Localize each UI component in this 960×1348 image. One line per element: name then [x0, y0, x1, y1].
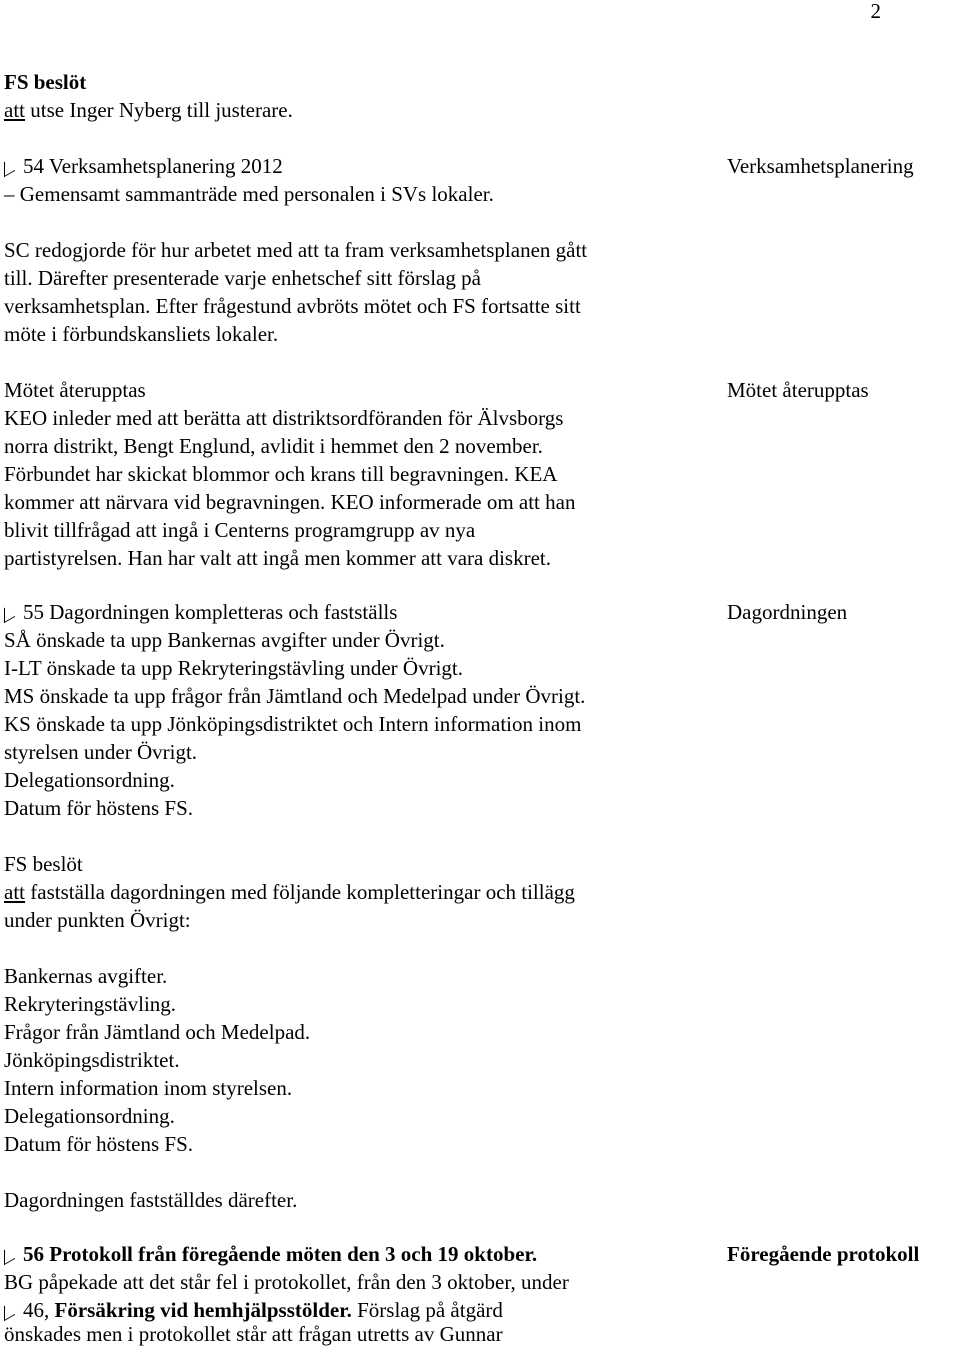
page-number: 2 — [870, 0, 881, 23]
fs-decision-text — [4, 96, 293, 124]
list-item: Jönköpingsdistriktet. — [4, 1048, 180, 1072]
att-keyword: att — [4, 98, 25, 122]
closing-line: Dagordningen fastställdes därefter. — [4, 1188, 298, 1212]
section-ref-number: 46, — [23, 1298, 55, 1322]
list-item: Frågor från Jämtland och Medelpad. — [4, 1020, 311, 1044]
section-55-heading — [4, 598, 397, 626]
section-56-heading — [4, 1240, 537, 1268]
section-54-title: 54 Verksamhetsplanering 2012 — [23, 154, 283, 178]
para-line: KEO inleder med att berätta att distriktsordföranden för Älvsborgs — [4, 406, 564, 430]
para-line: SC redogjorde för hur arbetet med att ta fram verksamhetsplanen gått — [4, 238, 588, 262]
para-line: kommer att närvara vid begravningen. KEO informerade om att han — [4, 490, 576, 514]
section-marker-icon — [4, 1244, 15, 1265]
resumed-heading: Mötet återupptas — [4, 378, 146, 402]
para-line: till. Därefter presenterade varje enhetschef sitt förslag på — [4, 266, 481, 290]
para-line: möte i förbundskansliets lokaler. — [4, 322, 279, 346]
para-line: SÅ önskade ta upp Bankernas avgifter under Övrigt. — [4, 628, 445, 652]
para-line: under punkten Övrigt: — [4, 908, 191, 932]
att-keyword: att — [4, 880, 25, 904]
section-marker-icon — [4, 1300, 15, 1321]
section-56-title: 56 Protokoll från föregående möten den 3 och 19 oktober. — [23, 1242, 538, 1266]
para-line: norra distrikt, Bengt Englund, avlidit i hemmet den 2 november. — [4, 434, 543, 458]
para-line: Förbundet har skickat blommor och krans till begravningen. KEA — [4, 462, 558, 486]
para-line: MS önskade ta upp frågor från Jämtland och Medelpad under Övrigt. — [4, 684, 586, 708]
list-item: Rekryteringstävling. — [4, 992, 177, 1016]
section-ref-rest: Förslag på åtgärd — [351, 1298, 503, 1322]
list-item: Bankernas avgifter. — [4, 964, 168, 988]
section-54-subline: – Gemensamt sammanträde med personalen i SVs lokaler. — [4, 182, 494, 206]
side-label-dagordningen: Dagordningen — [727, 600, 848, 624]
list-item: Intern information inom styrelsen. — [4, 1076, 293, 1100]
para-line: verksamhetsplan. Efter frågestund avbröts mötet och FS fortsatte sitt — [4, 294, 581, 318]
fs-decision-heading: FS beslöt — [4, 70, 87, 94]
section-54-heading — [4, 152, 283, 180]
para-line: styrelsen under Övrigt. — [4, 740, 198, 764]
fs-decision-text — [4, 878, 575, 906]
side-label-verksamhetsplanering: Verksamhetsplanering — [727, 154, 914, 178]
side-label-resumed: Mötet återupptas — [727, 378, 869, 402]
para-line: I-LT önskade ta upp Rekryteringstävling under Övrigt. — [4, 656, 463, 680]
side-label-foregaende-protokoll: Föregående protokoll — [727, 1242, 920, 1266]
para-line: Datum för höstens FS. — [4, 796, 193, 820]
list-item: Datum för höstens FS. — [4, 1132, 193, 1156]
decision-text: fastställa dagordningen med följande kompletteringar och tillägg — [25, 880, 575, 904]
section-marker-icon — [4, 602, 15, 623]
decision-text: utse Inger Nyberg till justerare. — [25, 98, 293, 122]
fs-decision-heading: FS beslöt — [4, 852, 83, 876]
para-line: KS önskade ta upp Jönköpingsdistriktet och Intern information inom — [4, 712, 582, 736]
section-ref-title: Försäkring vid hemhjälpsstölder. — [54, 1298, 352, 1322]
para-line: partistyrelsen. Han har valt att ingå men kommer att vara diskret. — [4, 546, 551, 570]
section-marker-icon — [4, 156, 15, 177]
para-line: BG påpekade att det står fel i protokollet, från den 3 oktober, under — [4, 1270, 569, 1294]
para-line: blivit tillfrågad att ingå i Centerns programgrupp av nya — [4, 518, 476, 542]
para-line: Delegationsordning. — [4, 768, 175, 792]
list-item: Delegationsordning. — [4, 1104, 175, 1128]
para-line: önskades men i protokollet står att frågan utretts av Gunnar — [4, 1322, 503, 1346]
section-55-title: 55 Dagordningen kompletteras och fastställs — [23, 600, 398, 624]
